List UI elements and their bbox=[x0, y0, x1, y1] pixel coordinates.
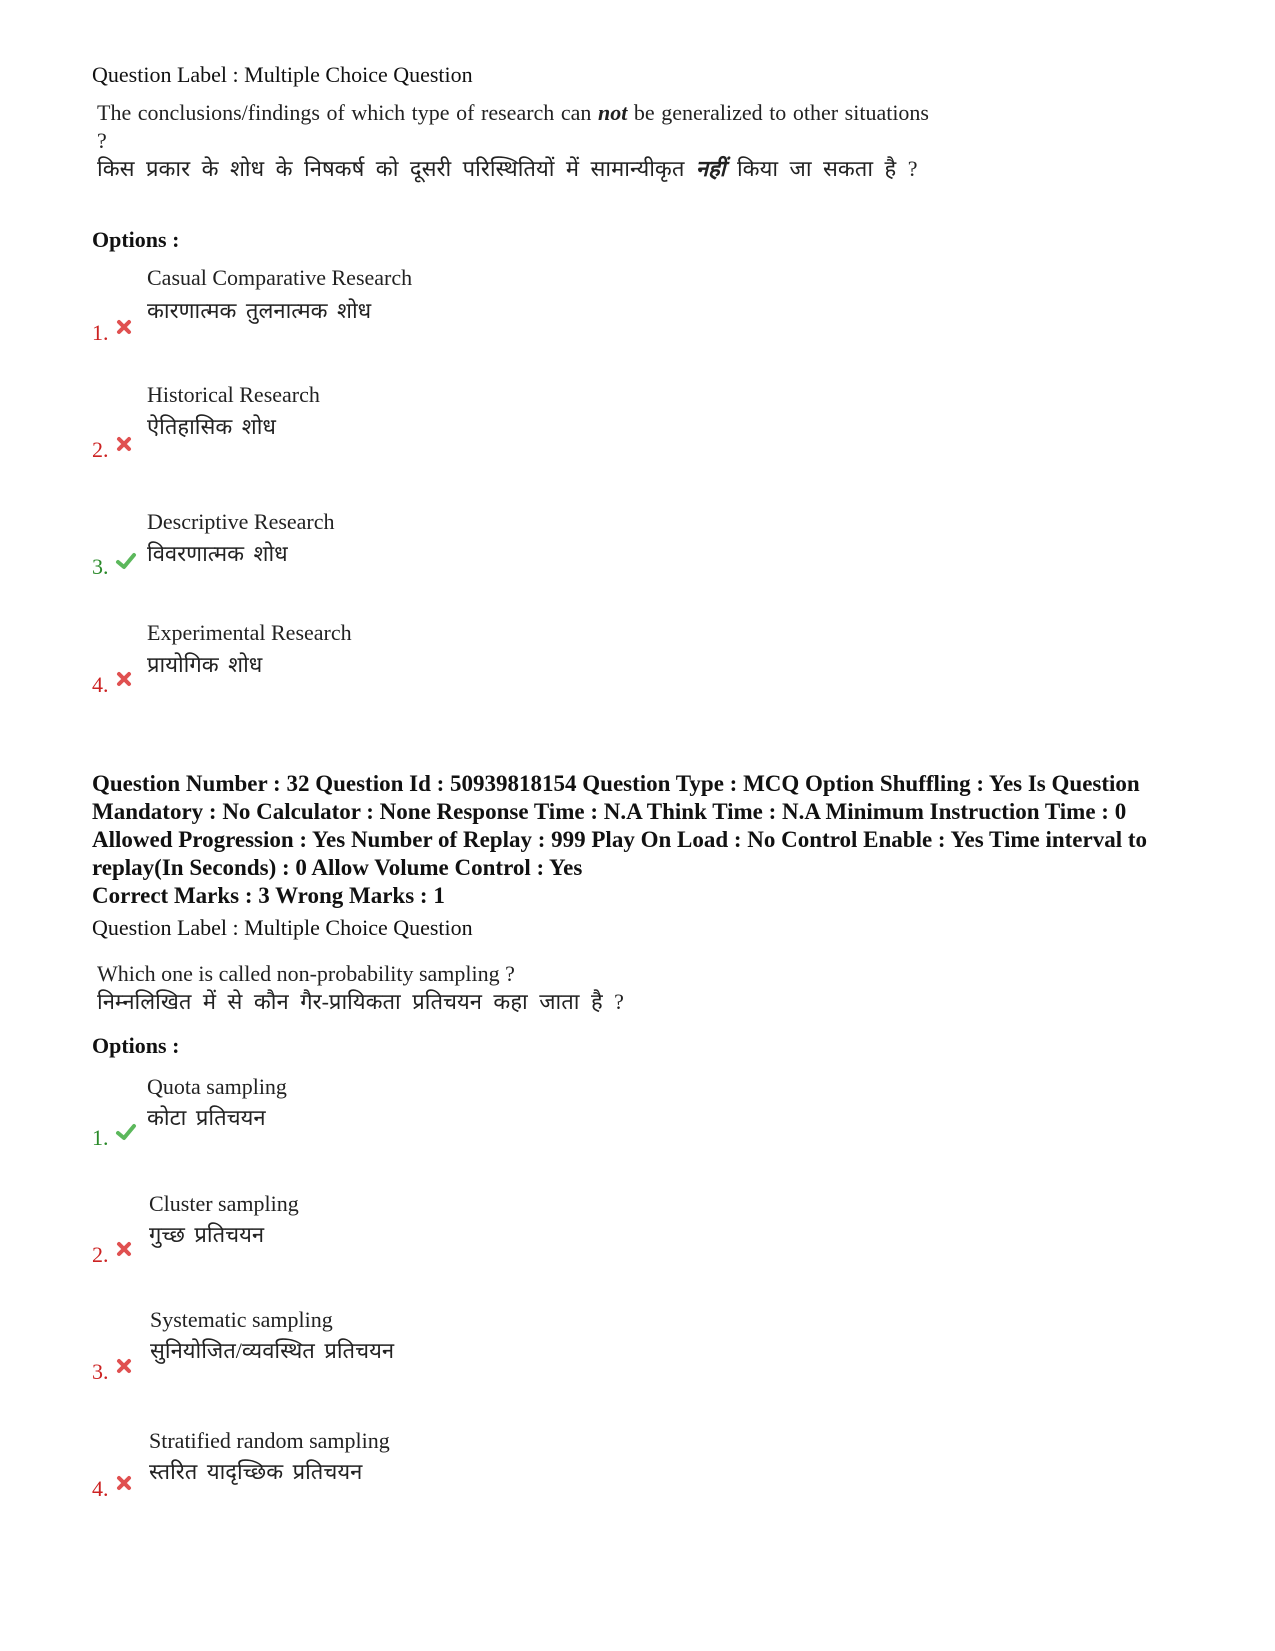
option-text-hindi: गुच्छ प्रतिचयन bbox=[149, 1222, 265, 1247]
option-text-hindi: ऐतिहासिक शोध bbox=[147, 414, 276, 439]
question-text-hindi: निम्नलिखित में से कौन गैर-प्रायिकता प्रतिचयन कहा जाता है ? bbox=[97, 989, 624, 1014]
option-number bbox=[92, 670, 133, 698]
option-text-english: Cluster sampling bbox=[149, 1191, 299, 1216]
option-number bbox=[92, 1240, 133, 1268]
option-number bbox=[92, 435, 133, 463]
option-text-english: Descriptive Research bbox=[147, 509, 335, 534]
option-text-english: Systematic sampling bbox=[150, 1307, 333, 1332]
option-number bbox=[92, 552, 137, 580]
question-text-emphasis: नहीं bbox=[695, 156, 726, 181]
option-number-label: 1. bbox=[92, 1125, 109, 1150]
option-text-hindi: स्तरित यादृच्छिक प्रतिचयन bbox=[149, 1459, 363, 1484]
question-text-part: The conclusions/findings of which type of research can bbox=[97, 100, 598, 125]
option-number bbox=[92, 1123, 137, 1151]
question-label: Question Label : Multiple Choice Question bbox=[92, 62, 473, 87]
cross-icon bbox=[115, 670, 133, 688]
option-number bbox=[92, 1474, 133, 1502]
option-number-label: 4. bbox=[92, 672, 109, 697]
question-label: Question Label : Multiple Choice Question bbox=[92, 915, 473, 940]
question-text-hindi bbox=[97, 153, 929, 185]
question-text-english bbox=[97, 99, 929, 155]
question-text-emphasis: not bbox=[597, 100, 628, 125]
cross-icon bbox=[115, 1357, 133, 1375]
question-metadata: Question Number : 32 Question Id : 50939818154 Question Type : MCQ Option Shuffling : Yes Is Question Mandatory : No Calculator : None Response Time : N.A Think Time : N.A Minimum Instruction Time : 0 Allowed Progression : Yes Number of Replay : 999 Play On Load : No Control Enable : Yes Time interval to replay(In Seconds) : 0 Allow Volume Control : Yes bbox=[92, 771, 1148, 880]
option-number-label: 4. bbox=[92, 1476, 109, 1501]
check-icon bbox=[115, 552, 137, 570]
options-heading: Options : bbox=[92, 227, 180, 252]
option-text-hindi: विवरणात्मक शोध bbox=[147, 541, 288, 566]
question-text-part: be generalized to other situations ? bbox=[97, 100, 929, 153]
option-text-hindi: कोटा प्रतिचयन bbox=[147, 1105, 266, 1130]
option-text-hindi: सुनियोजित/व्यवस्थित प्रतिचयन bbox=[150, 1338, 395, 1363]
marks-info: Correct Marks : 3 Wrong Marks : 1 bbox=[92, 883, 445, 908]
question-text-part: किस प्रकार के शोध के निषकर्ष को दूसरी परिस्थितियों में सामान्यीकृत bbox=[97, 156, 696, 181]
option-number-label: 2. bbox=[92, 1242, 109, 1267]
cross-icon bbox=[115, 318, 133, 336]
option-text-english: Historical Research bbox=[147, 382, 320, 407]
option-text-english: Stratified random sampling bbox=[149, 1428, 390, 1453]
cross-icon bbox=[115, 1474, 133, 1492]
check-icon bbox=[115, 1123, 137, 1141]
option-text-hindi: कारणात्मक तुलनात्मक शोध bbox=[147, 298, 372, 323]
option-text-hindi: प्रायोगिक शोध bbox=[147, 652, 263, 677]
option-number-label: 1. bbox=[92, 320, 109, 345]
option-number-label: 3. bbox=[92, 554, 109, 579]
option-number bbox=[92, 1357, 133, 1385]
options-heading: Options : bbox=[92, 1033, 180, 1058]
question-text-english: Which one is called non-probability sampling ? bbox=[97, 961, 515, 986]
cross-icon bbox=[115, 435, 133, 453]
option-number-label: 3. bbox=[92, 1359, 109, 1384]
option-text-english: Quota sampling bbox=[147, 1074, 287, 1099]
question-text-part: किया जा सकता है ? bbox=[725, 156, 918, 181]
option-text-english: Experimental Research bbox=[147, 620, 352, 645]
cross-icon bbox=[115, 1240, 133, 1258]
option-number-label: 2. bbox=[92, 437, 109, 462]
option-text-english: Casual Comparative Research bbox=[147, 265, 413, 290]
option-number bbox=[92, 318, 133, 346]
